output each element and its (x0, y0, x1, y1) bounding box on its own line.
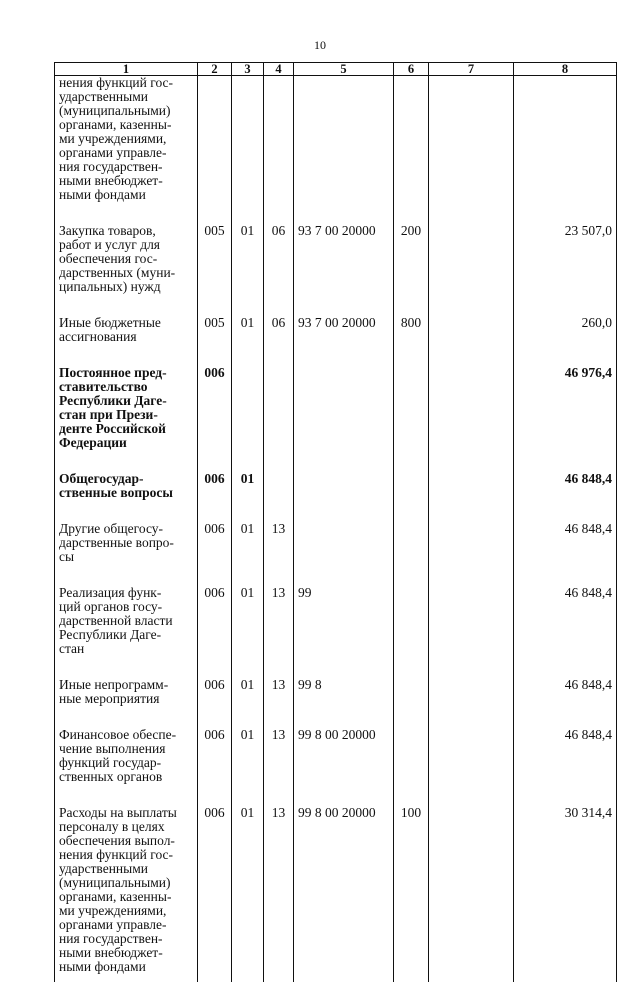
spacer-cell (232, 974, 264, 982)
spacer-cell (514, 202, 617, 224)
column-header: 3 (232, 63, 264, 76)
spacer-cell (264, 564, 294, 586)
cell-c6: 200 (394, 224, 429, 294)
spacer-cell (394, 656, 429, 678)
row-name-cell (55, 806, 198, 974)
spacer-cell (429, 500, 514, 522)
spacer-cell (264, 202, 294, 224)
row-name-line: Иные бюджетные (59, 316, 193, 330)
row-name-line: ций органов госу- (59, 600, 193, 614)
cell-c6 (394, 366, 429, 450)
spacer-cell (429, 656, 514, 678)
spacer-cell (394, 202, 429, 224)
cell-c2 (198, 76, 232, 203)
row-name-cell (55, 728, 198, 784)
spacer-cell (429, 706, 514, 728)
table-row (55, 806, 617, 974)
row-name-line: Другие общегосу- (59, 522, 193, 536)
spacer-cell (198, 784, 232, 806)
spacer-cell (198, 344, 232, 366)
spacer-cell (514, 294, 617, 316)
cell-c5: 99 8 00 20000 (294, 728, 394, 784)
spacer-cell (294, 202, 394, 224)
spacer-cell (198, 656, 232, 678)
row-name-cell (55, 522, 198, 564)
row-name-cell (55, 316, 198, 344)
cell-c5: 99 8 00 20000 (294, 806, 394, 974)
spacer-cell (514, 974, 617, 982)
cell-c4: 13 (264, 586, 294, 656)
spacer-cell (294, 450, 394, 472)
cell-c2: 006 (198, 586, 232, 656)
spacer-cell (294, 564, 394, 586)
row-name-cell (55, 366, 198, 450)
cell-c7 (429, 728, 514, 784)
row-name-line: денте Российской (59, 422, 193, 436)
cell-c6 (394, 678, 429, 706)
spacer-cell (55, 344, 198, 366)
spacer-cell (198, 202, 232, 224)
spacer-cell (294, 656, 394, 678)
row-name-line: ударственными (59, 862, 193, 876)
row-name-line: ципальных) нужд (59, 280, 193, 294)
column-header: 8 (514, 63, 617, 76)
row-name-line: Реализация функ- (59, 586, 193, 600)
spacer-cell (198, 500, 232, 522)
spacer-cell (264, 500, 294, 522)
cell-c7 (429, 316, 514, 344)
row-name-line: дарственных (муни- (59, 266, 193, 280)
spacer-cell (514, 784, 617, 806)
cell-c4: 13 (264, 678, 294, 706)
row-name-line: органами управле- (59, 918, 193, 932)
cell-c4: 13 (264, 806, 294, 974)
cell-c4: 13 (264, 728, 294, 784)
cell-c8: 30 314,4 (514, 806, 617, 974)
row-name-cell (55, 472, 198, 500)
cell-c7 (429, 76, 514, 203)
spacer-cell (394, 784, 429, 806)
cell-c5: 99 (294, 586, 394, 656)
spacer-cell (198, 706, 232, 728)
table-row (55, 224, 617, 294)
column-header: 7 (429, 63, 514, 76)
spacer-cell (55, 564, 198, 586)
spacer-cell (232, 656, 264, 678)
spacer-cell (232, 294, 264, 316)
cell-c3: 01 (232, 472, 264, 500)
row-name-line: Закупка товаров, (59, 224, 193, 238)
row-name-cell (55, 586, 198, 656)
row-name-line: ными фондами (59, 960, 193, 974)
table-row (55, 678, 617, 706)
cell-c4: 06 (264, 224, 294, 294)
cell-c6 (394, 472, 429, 500)
cell-c2: 006 (198, 678, 232, 706)
cell-c8 (514, 76, 617, 203)
row-spacer (55, 974, 617, 982)
row-spacer (55, 656, 617, 678)
cell-c3 (232, 76, 264, 203)
spacer-cell (294, 500, 394, 522)
cell-c2: 006 (198, 472, 232, 500)
row-name-line: дарственной власти (59, 614, 193, 628)
spacer-cell (232, 344, 264, 366)
cell-c7 (429, 472, 514, 500)
row-name-line: Республики Даге- (59, 394, 193, 408)
cell-c3 (232, 366, 264, 450)
row-name-line: ассигнования (59, 330, 193, 344)
column-header: 6 (394, 63, 429, 76)
cell-c7 (429, 586, 514, 656)
column-header: 2 (198, 63, 232, 76)
spacer-cell (232, 784, 264, 806)
table-row (55, 366, 617, 450)
spacer-cell (198, 564, 232, 586)
row-name-line: Республики Даге- (59, 628, 193, 642)
row-spacer (55, 564, 617, 586)
row-spacer (55, 500, 617, 522)
cell-c2: 006 (198, 806, 232, 974)
row-name-line: ные мероприятия (59, 692, 193, 706)
spacer-cell (394, 450, 429, 472)
row-name-line: Расходы на выплаты (59, 806, 193, 820)
table-body (55, 76, 617, 982)
cell-c5 (294, 76, 394, 203)
cell-c5 (294, 472, 394, 500)
cell-c6 (394, 522, 429, 564)
spacer-cell (294, 294, 394, 316)
table-row (55, 316, 617, 344)
spacer-cell (514, 450, 617, 472)
row-name-line: (муниципальными) (59, 104, 193, 118)
row-name-cell (55, 678, 198, 706)
spacer-cell (55, 974, 198, 982)
cell-c7 (429, 806, 514, 974)
spacer-cell (394, 294, 429, 316)
table-row (55, 522, 617, 564)
cell-c3: 01 (232, 678, 264, 706)
cell-c4: 13 (264, 522, 294, 564)
spacer-cell (514, 344, 617, 366)
cell-c6: 100 (394, 806, 429, 974)
spacer-cell (394, 706, 429, 728)
cell-c7 (429, 678, 514, 706)
cell-c2: 006 (198, 366, 232, 450)
spacer-cell (264, 784, 294, 806)
header-row (55, 63, 617, 76)
row-spacer (55, 784, 617, 806)
spacer-cell (429, 974, 514, 982)
row-name-line: обеспечения выпол- (59, 834, 193, 848)
column-header: 1 (55, 63, 198, 76)
cell-c2: 006 (198, 522, 232, 564)
row-name-line: Финансовое обеспе- (59, 728, 193, 742)
table-row (55, 76, 617, 203)
row-name-line: Иные непрограмм- (59, 678, 193, 692)
spacer-cell (429, 294, 514, 316)
budget-table (54, 62, 617, 982)
cell-c5 (294, 522, 394, 564)
spacer-cell (394, 500, 429, 522)
row-name-line: органами, казенны- (59, 890, 193, 904)
cell-c8: 46 848,4 (514, 728, 617, 784)
row-name-line: работ и услуг для (59, 238, 193, 252)
spacer-cell (394, 974, 429, 982)
row-name-line: органами управле- (59, 146, 193, 160)
spacer-cell (264, 974, 294, 982)
cell-c8: 260,0 (514, 316, 617, 344)
row-spacer (55, 294, 617, 316)
spacer-cell (55, 706, 198, 728)
spacer-cell (55, 500, 198, 522)
cell-c5: 93 7 00 20000 (294, 224, 394, 294)
row-name-line: стан (59, 642, 193, 656)
cell-c5: 99 8 (294, 678, 394, 706)
cell-c8: 46 848,4 (514, 522, 617, 564)
spacer-cell (264, 294, 294, 316)
spacer-cell (232, 202, 264, 224)
row-name-line: ми учреждениями, (59, 904, 193, 918)
spacer-cell (514, 656, 617, 678)
row-name-line: чение выполнения (59, 742, 193, 756)
row-spacer (55, 344, 617, 366)
spacer-cell (429, 344, 514, 366)
table-row (55, 472, 617, 500)
cell-c4 (264, 472, 294, 500)
spacer-cell (55, 294, 198, 316)
cell-c6: 800 (394, 316, 429, 344)
cell-c6 (394, 728, 429, 784)
row-name-line: ния государствен- (59, 160, 193, 174)
cell-c8: 46 848,4 (514, 472, 617, 500)
cell-c7 (429, 522, 514, 564)
spacer-cell (55, 202, 198, 224)
row-name-line: сы (59, 550, 193, 564)
spacer-cell (264, 706, 294, 728)
row-name-cell (55, 76, 198, 203)
cell-c2: 005 (198, 316, 232, 344)
cell-c4 (264, 76, 294, 203)
cell-c3: 01 (232, 806, 264, 974)
row-name-line: Постоянное пред- (59, 366, 193, 380)
cell-c5: 93 7 00 20000 (294, 316, 394, 344)
cell-c8: 46 848,4 (514, 678, 617, 706)
spacer-cell (198, 974, 232, 982)
cell-c6 (394, 586, 429, 656)
row-name-line: Общегосудар- (59, 472, 193, 486)
row-name-line: (муниципальными) (59, 876, 193, 890)
cell-c3: 01 (232, 728, 264, 784)
row-name-line: нения функций гос- (59, 76, 193, 90)
row-name-line: Федерации (59, 436, 193, 450)
spacer-cell (294, 344, 394, 366)
cell-c2: 005 (198, 224, 232, 294)
spacer-cell (514, 706, 617, 728)
spacer-cell (394, 564, 429, 586)
row-name-line: функций государ- (59, 756, 193, 770)
spacer-cell (264, 344, 294, 366)
row-name-line: ми учреждениями, (59, 132, 193, 146)
row-spacer (55, 202, 617, 224)
table-row (55, 586, 617, 656)
spacer-cell (429, 564, 514, 586)
row-name-line: ственные вопросы (59, 486, 193, 500)
spacer-cell (55, 656, 198, 678)
row-name-line: дарственные вопро- (59, 536, 193, 550)
row-name-line: обеспечения гос- (59, 252, 193, 266)
cell-c3: 01 (232, 522, 264, 564)
cell-c4: 06 (264, 316, 294, 344)
cell-c3: 01 (232, 586, 264, 656)
cell-c8: 46 976,4 (514, 366, 617, 450)
row-name-line: стан при Прези- (59, 408, 193, 422)
page-number: 10 (0, 38, 640, 53)
cell-c5 (294, 366, 394, 450)
cell-c6 (394, 76, 429, 203)
spacer-cell (198, 450, 232, 472)
spacer-cell (294, 784, 394, 806)
row-name-line: ными внебюджет- (59, 174, 193, 188)
row-spacer (55, 450, 617, 472)
spacer-cell (514, 500, 617, 522)
row-spacer (55, 706, 617, 728)
row-name-line: ударственными (59, 90, 193, 104)
cell-c8: 23 507,0 (514, 224, 617, 294)
row-name-line: органами, казенны- (59, 118, 193, 132)
spacer-cell (232, 564, 264, 586)
cell-c3: 01 (232, 224, 264, 294)
cell-c7 (429, 224, 514, 294)
cell-c4 (264, 366, 294, 450)
spacer-cell (55, 450, 198, 472)
spacer-cell (264, 656, 294, 678)
cell-c2: 006 (198, 728, 232, 784)
row-name-line: персоналу в целях (59, 820, 193, 834)
row-name-line: ставительство (59, 380, 193, 394)
row-name-line: нения функций гос- (59, 848, 193, 862)
column-header: 4 (264, 63, 294, 76)
spacer-cell (429, 202, 514, 224)
spacer-cell (294, 706, 394, 728)
cell-c8: 46 848,4 (514, 586, 617, 656)
spacer-cell (232, 500, 264, 522)
row-name-line: ния государствен- (59, 932, 193, 946)
row-name-line: ственных органов (59, 770, 193, 784)
spacer-cell (429, 450, 514, 472)
column-header: 5 (294, 63, 394, 76)
spacer-cell (394, 344, 429, 366)
row-name-line: ными фондами (59, 188, 193, 202)
row-name-cell (55, 224, 198, 294)
spacer-cell (429, 784, 514, 806)
spacer-cell (198, 294, 232, 316)
cell-c3: 01 (232, 316, 264, 344)
spacer-cell (232, 450, 264, 472)
spacer-cell (264, 450, 294, 472)
spacer-cell (294, 974, 394, 982)
spacer-cell (55, 784, 198, 806)
row-name-line: ными внебюджет- (59, 946, 193, 960)
cell-c7 (429, 366, 514, 450)
spacer-cell (232, 706, 264, 728)
spacer-cell (514, 564, 617, 586)
table-row (55, 728, 617, 784)
